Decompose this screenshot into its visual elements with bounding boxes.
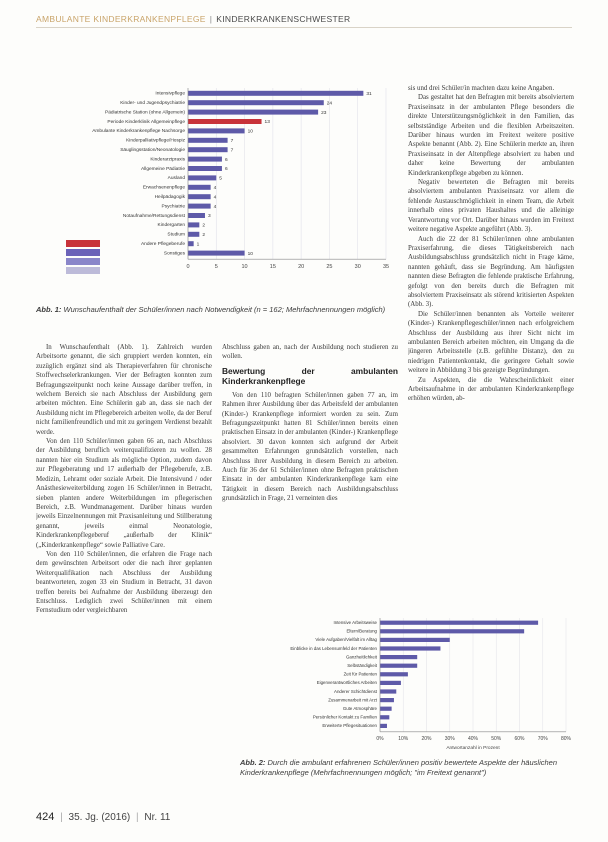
fig2-xtick-label: 60%	[514, 735, 525, 742]
fig1-category-label: Kinderpalliativpflege/Hospiz	[126, 138, 185, 144]
col1-paragraph-2: Von den 110 Schüler/innen gaben 66 an, nach Abschluss der Ausbildung beruflich weiterqualifizieren zu wollen. 28 nannten hier ein Studium als mögliche Option, zudem davon zur Pflegeberatung und 17 außerhalb der Pflegeberufe, z.B. Medizin, Lehramt oder soziale Arbeit. Die Intensivund / oder Anästhesieweiterbildung zogen 16 Schüler/innen in Betracht, sieben planten andere Weiterbildungen im pflegerischen Bereich, z.B. Wundmanagement. Darüber hinaus wurden jeweils Einzelnennungen mit Praxisanleitung und Stillberatung genannt, jeweils einmal Neonatologie, Kinderkrankenpflegeberuf „außerhalb der Klinik“ („Kinderkrankenpflege“ sowie Palliative Care.	[36, 438, 212, 549]
fig1-bar	[188, 119, 262, 124]
fig1-bar	[188, 204, 211, 209]
fig2-xtick-label: 80%	[560, 735, 572, 742]
col3-paragraph-4: Auch die 22 der 81 Schüler/innen ohne ambulanten Praxiserfahrung, die dieses Tätigkeitsbereich nach Ausbildungsabschluss grundsätzlich nicht in Frage käme, nannten gehäuft, dass sie Begründung. Am häufigsten nannten diese Befragten die fehlende praktische Erfahrung, gefolgt von den bereits durch die Befragten mit absolviertem Praxiseinsatz als störend kritisierten Aspekten (Abb. 3).	[408, 235, 574, 309]
fig1-category-label: Notaufnahme/Rettungsdienst	[122, 213, 185, 219]
figure1-chart	[36, 84, 398, 292]
fig1-value-label: 4	[213, 204, 217, 210]
fig1-category-label: Heilpädagogik	[154, 195, 185, 200]
fig1-bar	[188, 91, 363, 96]
column-3	[408, 84, 574, 604]
fig1-value-label: 2	[202, 223, 205, 229]
header-rule	[36, 27, 572, 28]
fig1-value-label: 23	[321, 110, 327, 116]
fig1-category-label: Erwachsenenpflege	[142, 185, 185, 191]
col2-body: Von den 110 befragten Schüler/innen gaben 77 an, im Rahmen ihrer Ausbildung über das Arbeitsfeld der ambulanten (Kinder-) Krankenpflege informiert worden zu sein. Zum Befragungszeitpunkt hatten 81 Schüler/innen bereits einen praktischen Einsatz in der ambulanten (Kinder-) Krankenpflege absolviert. 30 davon konnten sich aufgrund der Arbeit gesammelten Erfahrungen grundsätzlich vorstellen, nach Abschluss ihrer Ausbildung in diesem Bereich zu arbeiten. Auch für 36 der 61 Schüler/innen ohne Befragten praktischen Einsatz in der ambulanten Kinderkrankenpflege kam eine Tätigkeit in diesem Bereich nach Ausbildungsabschluss grundsätzlich in Frage, 21 verneinten dies	[222, 391, 398, 503]
fig2-bar	[380, 664, 417, 668]
fig2-category-label: Zeit für Patienten	[343, 671, 377, 677]
fig1-category-label: Kinder- und Jugendpsychiatrie	[120, 101, 185, 106]
column-1	[36, 343, 212, 801]
fig1-legend-swatch	[66, 258, 100, 265]
fig1-bar	[188, 241, 194, 246]
fig1-category-label: Studium	[167, 232, 185, 238]
fig1-xtick-label: 15	[269, 264, 276, 271]
fig1-xtick-label: 5	[214, 264, 218, 271]
fig1-legend-swatch	[66, 249, 100, 256]
fig2-category-label: Einblicke in das Lebensumfeld der Patienten	[290, 645, 377, 651]
fig1-xtick-label: 0	[186, 264, 190, 271]
fig1-value-label: 3	[207, 214, 211, 220]
footer-sep-1: |	[60, 812, 63, 823]
figure1-caption-label: Abb. 1:	[36, 305, 62, 314]
fig1-value-label: 4	[213, 186, 217, 191]
fig1-category-label: Ambulante Kinderkrankenpflege Nachsorge	[92, 129, 185, 135]
fig2-category-label: Ganzheitlichkeit	[346, 654, 377, 660]
header-separator: |	[209, 14, 213, 24]
fig2-category-label: Anderer Schichtdienst	[334, 688, 377, 694]
fig2-bar	[380, 621, 538, 625]
figure2-caption	[240, 758, 574, 777]
fig2-bar	[380, 681, 401, 685]
fig1-value-label: 7	[230, 148, 234, 154]
fig1-bar	[188, 128, 245, 133]
fig1-bar	[188, 222, 199, 227]
fig1-legend-swatch	[66, 240, 100, 247]
fig2-xtick-label: 10%	[398, 735, 409, 742]
fig2-category-label: Erweiterte Pflegesituationen	[322, 723, 377, 729]
section-heading: Bewertung der ambulanten Kinderkrankenpflege	[222, 365, 398, 387]
fig1-category-label: Psychiatrie	[161, 204, 185, 210]
section-title: AMBULANTE KINDERKRANKENPFLEGE	[36, 14, 206, 24]
fig2-x-axis-title: Antwortanzahl in Prozent	[446, 745, 500, 751]
fig1-bar	[188, 166, 222, 171]
fig1-value-label: 13	[264, 120, 270, 126]
fig1-bar	[188, 100, 324, 105]
fig2-bar	[380, 646, 440, 650]
fig2-xtick-label: 40%	[467, 735, 479, 742]
fig1-category-label: Pädiatrische Station (ohne Allgemein)	[105, 110, 185, 116]
fig1-value-label: 2	[202, 233, 205, 238]
fig2-category-label: Eltern/Beratung	[346, 628, 377, 634]
fig1-category-label: Allgemeine Pädiatrie	[141, 166, 185, 172]
fig2-bar	[380, 689, 396, 693]
fig1-value-label: 1	[196, 242, 200, 248]
figure2-chart	[232, 614, 574, 754]
fig1-xtick-label: 35	[382, 264, 390, 271]
fig2-bar	[380, 638, 450, 642]
fig1-xtick-label: 20	[298, 264, 305, 271]
fig1-value-label: 4	[213, 195, 217, 201]
fig1-category-label: Andere Pflegeberufe	[140, 242, 185, 247]
page-number: 424	[36, 811, 55, 823]
fig1-value-label: 24	[326, 101, 333, 107]
fig1-value-label: 31	[366, 92, 372, 97]
fig2-bar	[380, 655, 417, 659]
fig2-category-label: Intensive Arbeitsweise	[333, 620, 377, 625]
fig2-bar	[380, 629, 524, 633]
fig1-category-label: Sonstiges	[163, 251, 185, 257]
fig2-category-label: Viele Aufgaben/Vielfalt im Alltag	[315, 637, 377, 643]
fig2-bar	[380, 672, 408, 676]
col1-paragraph-1: In Wunschaufenthalt (Abb. 1). Zahlreich wurden Arbeitsorte genannt, die sich gruppiert werden konnten, ein zuzüglich ergänzt sind als Therapieverfahren für chronische Stoffwechselerkrankungen. Vier der Befragten konnten zum Befragungszeitpunkt noch keine Aussage darüber treffen, in welchem Bereich sie nach Abschluss der Ausbildung gern arbeiten möchten. Eine Schülerin gab an, dass sie nach der Ausbildung nicht im Pflegebereich arbeiten wolle, da der Beruf nicht familienfreundlich und mit zu geringem Verdienst bezahlt werde.	[36, 344, 212, 436]
fig2-bar	[380, 707, 392, 711]
fig1-category-label: Säuglingsstation/Neonatologie	[120, 148, 185, 153]
figure2-caption-label: Abb. 2:	[240, 758, 266, 767]
volume-year: 35. Jg. (2016)	[68, 812, 131, 823]
column-2	[222, 343, 398, 605]
fig1-category-label: Kindergarten	[157, 223, 185, 229]
fig2-xtick-label: 70%	[537, 735, 548, 742]
page-footer	[36, 811, 170, 823]
fig1-bar	[188, 213, 205, 218]
fig1-value-label: 10	[247, 129, 253, 135]
fig2-category-label: Zusammenarbeit mit Arzt	[328, 697, 377, 703]
fig2-xtick-label: 30%	[444, 735, 455, 742]
fig2-bar	[380, 698, 394, 702]
figure1-caption	[36, 305, 398, 315]
fig1-category-label: Intensivpflege	[155, 91, 185, 97]
fig1-bar	[188, 194, 211, 199]
fig1-value-label: 5	[219, 176, 222, 182]
fig1-xtick-label: 10	[241, 264, 248, 271]
fig2-xtick-label: 0%	[376, 735, 384, 742]
fig1-value-label: 6	[224, 167, 228, 173]
figure1-caption-text: Wunschaufenthalt der Schüler/innen nach Notwendigkeit (n = 162; Mehrfachnennungen möglich)	[63, 305, 386, 314]
magazine-title: KINDERKRANKENSCHWESTER	[216, 14, 351, 24]
fig1-category-label: Periode Kinderklinik Allgemeinpflege	[107, 119, 185, 125]
col3-paragraph-3: Negativ bewerteten die Befragten mit bereits absolviertem ambulanten Praxiseinsatz vor allem die fehlende Austauschmöglichkeit in einem Team, die Arbeit innerhalb eines privaten Haushaltes und die alleinige Verantwortung vor Ort. Darüber hinaus wurden im Freitext weitere negative Aspekte angeführt (Abb. 3).	[408, 179, 574, 234]
fig2-category-label: Gute Atmosphäre	[342, 706, 377, 711]
fig1-bar	[188, 232, 199, 237]
col2-lead: Abschluss gaben an, nach der Ausbildung noch studieren zu wollen.	[222, 344, 398, 361]
fig1-bar	[188, 110, 318, 115]
fig1-xtick-label: 25	[326, 264, 333, 271]
fig2-category-label: Selbständigkeit	[347, 663, 377, 668]
fig2-xtick-label: 50%	[491, 735, 502, 742]
fig2-category-label: Persönlicher Kontakt zu Familien	[312, 714, 377, 720]
fig1-value-label: 7	[230, 139, 234, 144]
fig1-bar	[188, 251, 245, 256]
fig1-legend-swatch	[66, 267, 100, 274]
col3-paragraph-2: Das gestaltet hat den Befragten mit bereits absolviertem Praxiseinsatz in der ambulanten Pflege besonders die direkte Unterstützungsmöglichkeit in den Familien, das selbstständige Arbeiten und die flexiblen Arbeitszeiten. Darüber hinaus wurden im Freitext weitere positive Aspekte benannt (Abb. 2). Eine Schülerin merkte an, ihren Praxiseinsatz in der Altenpflege absolviert zu haben und daher keine Bewertung der ambulanten Kinderkrankenpflege abgeben zu können.	[408, 94, 574, 177]
fig2-bar	[380, 715, 389, 719]
col3-paragraph-5: Die Schüler/innen benannten als Vorteile weiterer (Kinder-) Krankenpflegeschüler/innen nach erfolgreichem Abschluss der Ausbildung aus ihrer Sicht nicht im ambulanten Bereich arbeiten möchten, ein Umgang da die jüngeren Arbeitsstelle (z.B. gefühlte Distanz), den zu niedrigen Patientenkontakt, die geringere Gehalt sowie weitere in Abbildung 3 bis gezeigte Begründungen.	[408, 310, 574, 375]
fig1-category-label: Kinderarztpraxis	[150, 157, 185, 163]
fig2-category-label: Eigenverantwortliches Arbeiten	[316, 680, 377, 686]
running-header	[36, 14, 350, 24]
fig1-value-label: 10	[247, 251, 253, 257]
col3-paragraph-6: Zu Aspekten, die die Wahrscheinlichkeit einer Arbeitsaufnahme in der ambulanten Kinderkrankenpflege erhöhen würden, ab-	[408, 376, 574, 403]
issue-number: Nr. 11	[144, 812, 171, 823]
fig1-bar	[188, 138, 228, 143]
col3-paragraph-1: sis und drei Schüler/in machten dazu keine Angaben.	[408, 85, 555, 92]
fig1-xtick-label: 30	[354, 264, 361, 271]
fig1-bar	[188, 175, 216, 180]
footer-sep-2: |	[136, 812, 139, 823]
figure2-caption-text: Durch die ambulant erfahrenen Schüler/innen positiv bewertete Aspekte der häuslichen Kinderkrankenpflege (Mehrfachnennungen möglich; "im Freitext genannt")	[240, 758, 557, 777]
fig1-category-label: Ausland	[167, 176, 185, 182]
fig2-xtick-label: 20%	[421, 735, 432, 742]
fig1-value-label: 6	[224, 157, 228, 163]
fig1-bar	[188, 157, 222, 162]
fig2-bar	[380, 724, 387, 728]
fig1-bar	[188, 147, 228, 152]
fig1-bar	[188, 185, 211, 190]
col1-paragraph-3: Von den 110 Schüler/innen, die erfahren die Frage nach dem gewünschten Arbeitsort oder die nach ihrer geplanten Weiterqualifikation nach Abschluss der Ausbildung beantworteten, zogen 33 ein Studium in Betracht, 31 davon treffen bereits bei Aufnahme der Ausbildung überzeugt den Entschluss. Lediglich zwei Schüler/innen mit einem Fernstudium oder vergleichbaren	[36, 550, 212, 615]
